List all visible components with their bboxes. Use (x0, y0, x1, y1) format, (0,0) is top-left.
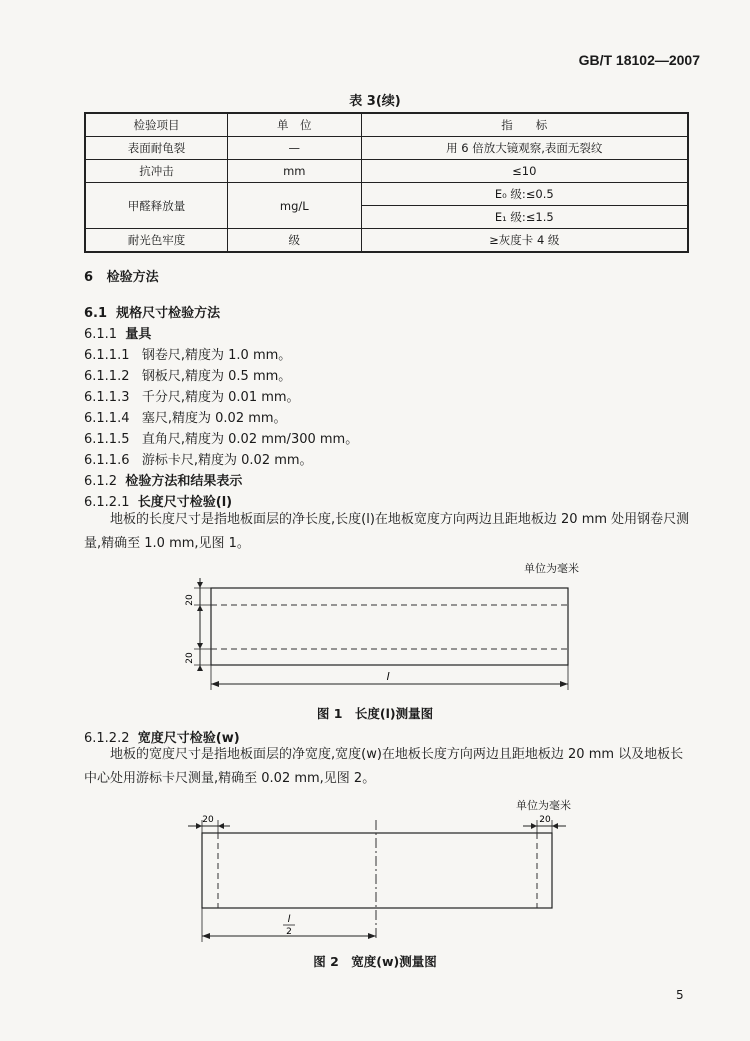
row-spec: E₁ 级:≤1.5 (361, 206, 688, 229)
figure-2-caption: 图 2 宽度(w)测量图 (313, 954, 437, 969)
paragraph-width-method: 地板的宽度尺寸是指地板面层的净宽度,宽度(w)在地板长度方向两边且距地板边 20 mm 以及地板长中心处用游标卡尺测量,精确至 0.02 mm,见图 2。 (84, 747, 684, 786)
table-row (85, 229, 688, 253)
spec-table (84, 112, 689, 253)
row-spec: ≤10 (361, 160, 688, 183)
section-number: 6.1.2 (84, 474, 118, 489)
tool-item (84, 365, 291, 384)
tool-item (84, 428, 358, 447)
tool-number: 6.1.1.3 (84, 390, 130, 405)
table-title: 表 3(续) (349, 94, 401, 109)
tool-text: 直角尺,精度为 0.02 mm/300 mm。 (141, 432, 359, 447)
dimension-right-label: 20 (539, 815, 551, 825)
row-spec: 用 6 倍放大镜观察,表面无裂纹 (361, 137, 688, 160)
section-number: 6.1 (84, 306, 108, 321)
section-6-1-heading (84, 302, 220, 321)
tool-text: 钢板尺,精度为 0.5 mm。 (141, 369, 292, 384)
tool-text: 游标卡尺,精度为 0.02 mm。 (141, 453, 313, 468)
figure-1-caption: 图 1 长度(l)测量图 (316, 706, 434, 721)
dimension-bottom-label: 20 (185, 652, 195, 664)
section-title: 量具 (125, 327, 152, 342)
tool-number: 6.1.1.4 (84, 411, 130, 426)
tool-item (84, 344, 291, 363)
section-6-1-1-heading (84, 323, 151, 342)
row-unit: 级 (227, 229, 361, 253)
column-header: 指 标 (361, 113, 688, 137)
section-6-heading (84, 266, 159, 285)
tool-number: 6.1.1.2 (84, 369, 130, 384)
table-row (85, 183, 688, 206)
row-item: 耐光色牢度 (85, 229, 227, 253)
tool-text: 千分尺,精度为 0.01 mm。 (141, 390, 300, 405)
section-number: 6.1.2.1 (84, 495, 130, 510)
floor-board-outline (211, 588, 568, 665)
row-unit: mg/L (227, 183, 361, 229)
tool-number: 6.1.1.1 (84, 348, 130, 363)
tool-item (84, 449, 313, 468)
row-unit: — (227, 137, 361, 160)
tool-item (84, 386, 300, 405)
table-header-row (85, 113, 688, 137)
row-item: 甲醛释放量 (85, 183, 227, 229)
tool-number: 6.1.1.5 (84, 432, 130, 447)
section-title: 长度尺寸检验(l) (137, 495, 233, 510)
section-title: 检验方法和结果表示 (125, 474, 243, 489)
tool-text: 塞尺,精度为 0.02 mm。 (141, 411, 287, 426)
row-spec: E₀ 级:≤0.5 (361, 183, 688, 206)
row-unit: mm (227, 160, 361, 183)
dimension-half-numerator: l (287, 914, 291, 925)
row-item: 抗冲击 (85, 160, 227, 183)
section-number: 6 (84, 270, 94, 285)
section-number: 6.1.1 (84, 327, 118, 342)
dimension-half-denominator: 2 (286, 927, 292, 937)
section-title: 宽度尺寸检验(w) (137, 731, 240, 746)
figure-2-unit-note: 单位为毫米 (516, 799, 571, 812)
figure-1-diagram (170, 578, 590, 696)
row-item: 表面耐龟裂 (85, 137, 227, 160)
column-header: 单 位 (227, 113, 361, 137)
dimension-top-label: 20 (185, 594, 195, 606)
section-title: 规格尺寸检验方法 (116, 306, 221, 321)
tool-number: 6.1.1.6 (84, 453, 130, 468)
floor-board-outline (202, 833, 552, 908)
column-header: 检验项目 (85, 113, 227, 137)
section-number: 6.1.2.2 (84, 731, 130, 746)
figure-1-unit-note: 单位为毫米 (524, 562, 579, 575)
table-row (85, 137, 688, 160)
tool-item (84, 407, 287, 426)
section-6-1-2-heading (84, 470, 242, 489)
page-number: 5 (676, 988, 684, 1002)
paragraph-length-method: 地板的长度尺寸是指地板面层的净长度,长度(l)在地板宽度方向两边且距地板边 20 mm 处用钢卷尺测量,精确至 1.0 mm,见图 1。 (84, 512, 690, 551)
row-spec: ≥灰度卡 4 级 (361, 229, 688, 253)
tool-text: 钢卷尺,精度为 1.0 mm。 (141, 348, 292, 363)
dimension-left-label: 20 (202, 815, 214, 825)
dimension-length-label: l (386, 670, 390, 683)
section-title: 检验方法 (106, 270, 159, 285)
standard-code: GB/T 18102—2007 (578, 52, 700, 68)
figure-2-diagram (180, 812, 580, 947)
table-row (85, 160, 688, 183)
